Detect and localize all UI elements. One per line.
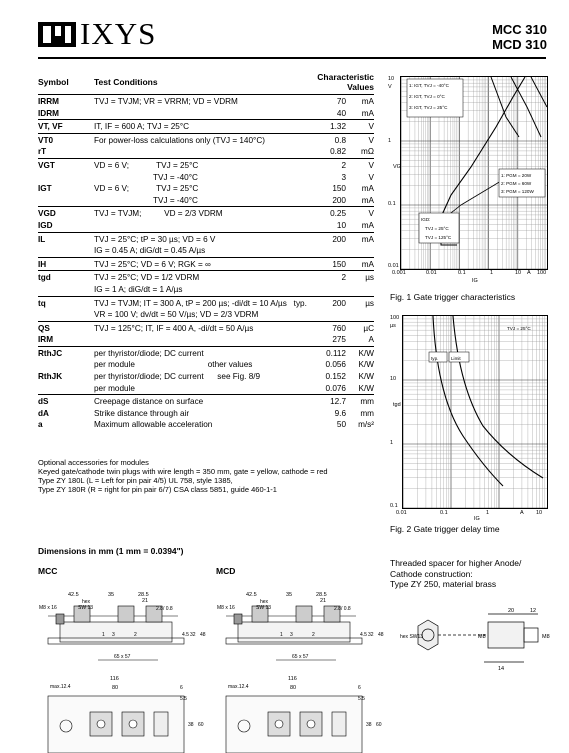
table-row bbox=[38, 371, 374, 383]
fig2-plot bbox=[403, 316, 547, 508]
table-row bbox=[38, 158, 374, 171]
table-row bbox=[38, 183, 374, 195]
mcd-bottom-dim: 80 bbox=[290, 685, 297, 691]
mcd-screw: M8 x 16 bbox=[217, 605, 235, 611]
row-condition: per thyristor/diode; DC current bbox=[94, 346, 316, 359]
mcd-bottom-dim: 60 bbox=[376, 722, 382, 728]
spacer-dim: M8 bbox=[478, 634, 486, 640]
row-symbol: IRRM bbox=[38, 95, 94, 108]
row-unit bbox=[346, 284, 374, 296]
row-value: 0.076 bbox=[325, 383, 346, 393]
mcc-bottom-dim: 5.5 bbox=[180, 696, 187, 702]
row-unit: µs bbox=[346, 296, 374, 309]
mcc-bottom-dim: max.12.4 bbox=[50, 684, 71, 690]
row-symbol: tq bbox=[38, 296, 94, 309]
fig2-ytick: 10 bbox=[390, 376, 397, 382]
mcc-width: 65 x 57 bbox=[114, 654, 131, 660]
spacer-dim: 12 bbox=[530, 608, 537, 614]
characteristics-table bbox=[38, 72, 374, 431]
row-condition: TVJ = -40°C bbox=[94, 172, 198, 182]
fig1-caption: Fig. 1 Gate trigger characteristics bbox=[390, 292, 516, 302]
row-value: 0.112 bbox=[316, 346, 346, 359]
mcd-hex: hex bbox=[260, 599, 269, 605]
row-value: 200 bbox=[316, 232, 346, 245]
row-value: 40 bbox=[336, 108, 346, 118]
row-unit: mm bbox=[346, 395, 374, 408]
mcd-bottom-dim: max.12.4 bbox=[228, 684, 249, 690]
note-line: Type ZY 180R (R = right for pin pair 6/7) CSA class 5851, guide 460-1-1 bbox=[38, 485, 277, 494]
fig1-legend-text: 1: IGT, TVJ = -40°C bbox=[409, 83, 449, 88]
row-symbol: VT, VF bbox=[38, 120, 94, 134]
fig1-legend-text: 3: PGM = 120W bbox=[501, 189, 534, 194]
fig2-curve-limit bbox=[453, 316, 543, 478]
fig1-legend-text: TVJ = 25°C bbox=[425, 226, 449, 231]
fig1-yunit: V bbox=[388, 84, 392, 90]
row-unit: µC bbox=[346, 321, 374, 334]
row-unit: mA bbox=[346, 95, 374, 108]
table-row bbox=[38, 334, 374, 346]
row-symbol: VGT bbox=[38, 158, 94, 171]
mcc-drawing bbox=[38, 576, 208, 753]
mcd-num: 3 bbox=[290, 632, 293, 638]
row-value: 200 bbox=[332, 195, 346, 205]
table-row bbox=[38, 284, 374, 296]
fig1-xunit: A bbox=[527, 270, 531, 276]
row-symbol: VT0 bbox=[38, 133, 94, 146]
row-symbol: IGT bbox=[38, 184, 52, 194]
fig1-xtick: 100 bbox=[537, 270, 547, 276]
table-row bbox=[38, 257, 374, 271]
fig1-legend-text: 3: IGT, TVJ = 25°C bbox=[409, 105, 448, 110]
row-unit: m/s² bbox=[358, 420, 374, 430]
fig1-ylabel: VG bbox=[393, 164, 401, 170]
row-condition: IG = 1 A; diG/dt = 1 A/µs bbox=[94, 284, 183, 294]
mcd-side-view bbox=[226, 606, 362, 660]
fig2-xtick: 10 bbox=[536, 510, 543, 516]
header-rule bbox=[38, 57, 546, 59]
mcc-bottom-dim: 38 bbox=[188, 722, 194, 728]
mcc-dim: 21 bbox=[142, 598, 149, 604]
row-symbol: VGD bbox=[38, 207, 94, 220]
row-value: 2 bbox=[316, 271, 346, 284]
fig1-ytick: 0.1 bbox=[388, 201, 396, 207]
mcc-bottom-dim: 80 bbox=[112, 685, 119, 691]
row-condition: VD = 6 V; TVJ = 25°C bbox=[94, 158, 316, 171]
row-value: 10 bbox=[336, 220, 346, 230]
mcc-screw: M8 x 16 bbox=[39, 605, 57, 611]
spacer-dim: M8 bbox=[542, 634, 550, 640]
table-row bbox=[38, 296, 374, 309]
mcc-bottom-dim: 60 bbox=[198, 722, 204, 728]
row-symbol: IL bbox=[38, 232, 94, 245]
row-symbol: dS bbox=[38, 395, 94, 408]
fig1-plot bbox=[401, 77, 547, 269]
fig1-ytick: 0.01 bbox=[388, 263, 399, 269]
fig1-xtick: 1 bbox=[490, 270, 494, 276]
row-unit: mΩ bbox=[361, 147, 374, 157]
row-unit: V bbox=[346, 207, 374, 220]
row-value: 1.32 bbox=[316, 120, 346, 134]
row-condition: For power-loss calculations only (TVJ = 140°C) bbox=[94, 133, 316, 146]
row-unit: mA bbox=[361, 108, 374, 118]
note-line: Keyed gate/cathode twin plugs with wire length = 350 mm, gate = yellow, cathode = red bbox=[38, 467, 328, 476]
fig2-yunit: µs bbox=[390, 323, 396, 329]
part-numbers bbox=[492, 22, 547, 52]
row-condition bbox=[94, 108, 316, 120]
fig1-chart bbox=[400, 76, 548, 270]
row-condition: Creepage distance on surface bbox=[94, 395, 316, 408]
fig2-label-limit: Limit bbox=[451, 356, 461, 361]
row-unit: µs bbox=[346, 271, 374, 284]
col-conditions: Test Conditions bbox=[94, 72, 316, 95]
part-number-1: MCC 310 bbox=[492, 22, 547, 37]
row-condition: TVJ = -40°C bbox=[94, 195, 198, 205]
fig1-legend-text: 2: IGT, TVJ = 0°C bbox=[409, 94, 445, 99]
row-value: 2 bbox=[316, 158, 346, 171]
row-symbol bbox=[38, 359, 94, 371]
row-unit: mA bbox=[346, 232, 374, 245]
row-condition: TVJ = 25°C; VD = 1/2 VDRM bbox=[94, 271, 316, 284]
fig1-xlabel: IG bbox=[472, 278, 478, 284]
row-value: 70 bbox=[316, 95, 346, 108]
mcd-dim: 42.5 bbox=[246, 592, 257, 598]
note-line: Optional accessories for modules bbox=[38, 458, 149, 467]
fig1-ytick: 1 bbox=[388, 138, 392, 144]
row-condition: Strike distance through air bbox=[94, 408, 190, 418]
row-symbol: RthJK bbox=[38, 372, 63, 382]
fig2-ytick: 0.1 bbox=[390, 503, 398, 509]
row-symbol bbox=[38, 172, 94, 184]
accessories-notes bbox=[38, 458, 328, 494]
table-row bbox=[38, 108, 374, 120]
table-row bbox=[38, 309, 374, 321]
row-condition: per module other values bbox=[94, 360, 253, 370]
mcd-vert: 48 bbox=[378, 632, 384, 638]
row-unit: K/W bbox=[358, 383, 374, 393]
row-unit: V bbox=[368, 172, 374, 182]
fig1-legend-text: 1: PGM = 20W bbox=[501, 173, 532, 178]
mcc-side-view bbox=[48, 606, 184, 660]
spacer-dim: 20 bbox=[508, 608, 515, 614]
fig1-legend-text: TVJ = 125°C bbox=[425, 235, 452, 240]
row-symbol: IH bbox=[38, 257, 94, 271]
fig1-xtick: 0.1 bbox=[458, 270, 466, 276]
mcd-width: 65 x 57 bbox=[292, 654, 309, 660]
row-symbol bbox=[38, 284, 94, 296]
table-row bbox=[38, 271, 374, 284]
table-row bbox=[38, 207, 374, 220]
row-condition: TVJ = 25°C; VD = 6 V; RGK = ∞ bbox=[94, 257, 316, 271]
table-row bbox=[38, 120, 374, 134]
row-value: 0.8 bbox=[316, 133, 346, 146]
mcc-top-view bbox=[48, 696, 184, 753]
logo-mark-icon bbox=[38, 20, 78, 48]
mcd-dim: 21 bbox=[320, 598, 327, 604]
row-value: 12.7 bbox=[316, 395, 346, 408]
mcc-bottom-dim: 116 bbox=[110, 676, 119, 682]
table-row bbox=[38, 359, 374, 371]
mcc-vert: 32 bbox=[190, 632, 196, 638]
table-row bbox=[38, 133, 374, 146]
mcc-hex: hex bbox=[82, 599, 91, 605]
table-row bbox=[38, 245, 374, 257]
col-values: Characteristic Values bbox=[316, 72, 374, 95]
fig2-xtick: 0.01 bbox=[396, 510, 407, 516]
table-row bbox=[38, 383, 374, 395]
row-value: 200 bbox=[316, 296, 346, 309]
row-symbol bbox=[38, 195, 94, 207]
fig2-xlabel: IG bbox=[474, 516, 480, 522]
fig1-xtick: 0.01 bbox=[426, 270, 437, 276]
fig2-ytick: 1 bbox=[390, 440, 394, 446]
mcd-label: MCD bbox=[216, 566, 236, 576]
row-value: 0.25 bbox=[316, 207, 346, 220]
row-unit: V bbox=[346, 120, 374, 134]
table-row bbox=[38, 195, 374, 207]
row-symbol: tgd bbox=[38, 271, 94, 284]
fig1-xtick: 0.001 bbox=[392, 270, 406, 276]
row-condition: TVJ = 25°C; tP = 30 µs; VD = 6 V bbox=[94, 232, 316, 245]
mcc-sw: SW 13 bbox=[78, 605, 94, 611]
mcc-label: MCC bbox=[38, 566, 58, 576]
spacer-description bbox=[390, 558, 521, 590]
row-value bbox=[316, 309, 346, 321]
row-condition bbox=[94, 220, 316, 232]
row-value: 150 bbox=[316, 257, 346, 271]
row-value bbox=[316, 245, 346, 257]
row-unit: mm bbox=[360, 408, 374, 418]
mcc-pin: 2.8/ 0.8 bbox=[156, 606, 173, 612]
row-unit: mA bbox=[361, 184, 374, 194]
table-body bbox=[38, 95, 374, 432]
row-value: 3 bbox=[341, 172, 346, 182]
mcc-bottom-dim: 6 bbox=[180, 685, 183, 691]
table-row bbox=[38, 146, 374, 158]
row-symbol: QS bbox=[38, 321, 94, 334]
part-number-2: MCD 310 bbox=[492, 37, 547, 52]
mcc-vert: 4.5 bbox=[182, 632, 189, 638]
mcc-dim: 28.5 bbox=[138, 592, 149, 598]
row-value: 0.056 bbox=[325, 360, 346, 370]
row-value bbox=[316, 284, 346, 296]
ixys-logo bbox=[38, 16, 157, 51]
logo-text: IXYS bbox=[80, 16, 157, 51]
row-value: 150 bbox=[332, 184, 346, 194]
table-row bbox=[38, 321, 374, 334]
col-symbol: Symbol bbox=[38, 72, 94, 95]
table-row bbox=[38, 220, 374, 232]
row-condition: per module bbox=[94, 383, 135, 393]
row-symbol: IGD bbox=[38, 220, 53, 230]
row-unit: V bbox=[346, 158, 374, 171]
mcd-bottom-dim: 38 bbox=[366, 722, 372, 728]
row-symbol bbox=[38, 245, 94, 257]
mcc-num: 3 bbox=[112, 632, 115, 638]
row-unit bbox=[346, 309, 374, 321]
row-value: 0.152 bbox=[325, 372, 346, 382]
fig2-chart bbox=[402, 315, 548, 509]
table-row bbox=[38, 419, 374, 431]
mcd-bottom-dim: 5.5 bbox=[358, 696, 365, 702]
table-row bbox=[38, 395, 374, 408]
mcc-num: 2 bbox=[134, 632, 137, 638]
row-condition: VD = 6 V; TVJ = 25°C bbox=[94, 184, 199, 194]
row-condition: IT, IF = 600 A; TVJ = 25°C bbox=[94, 120, 316, 134]
row-unit: K/W bbox=[358, 372, 374, 382]
row-condition: TVJ = TVJM; VR = VRRM; VD = VDRM bbox=[94, 95, 316, 108]
row-unit: K/W bbox=[358, 360, 374, 370]
note-line: Type ZY 180L (L = Left for pin pair 4/5) UL 758, style 1385, bbox=[38, 476, 233, 485]
fig2-ylabel: tgd bbox=[393, 402, 401, 408]
table-row bbox=[38, 346, 374, 359]
mcd-num: 1 bbox=[280, 632, 283, 638]
row-condition: VR = 100 V; dv/dt = 50 V/µs; VD = 2/3 VDRM bbox=[94, 310, 259, 320]
fig1-curve bbox=[511, 77, 541, 137]
row-unit: K/W bbox=[346, 346, 374, 359]
row-value: 275 bbox=[332, 335, 346, 345]
row-unit: mA bbox=[361, 220, 374, 230]
row-unit: V bbox=[346, 133, 374, 146]
fig2-xunit: A bbox=[520, 510, 524, 516]
row-symbol: dA bbox=[38, 408, 49, 418]
mcd-bottom-dim: 116 bbox=[288, 676, 297, 682]
row-value: 50 bbox=[336, 420, 346, 430]
row-value: 0.82 bbox=[330, 147, 346, 157]
fig2-label-typ: typ. bbox=[431, 356, 439, 361]
spacer-line: Cathode construction: bbox=[390, 568, 473, 579]
row-value: 760 bbox=[316, 321, 346, 334]
dimensions-title: Dimensions in mm (1 mm = 0.0394") bbox=[38, 546, 184, 556]
mcc-vert: 48 bbox=[200, 632, 206, 638]
mcd-bottom-dim: 6 bbox=[358, 685, 361, 691]
row-unit: mA bbox=[346, 257, 374, 271]
row-condition: TVJ = TVJM; IT = 300 A, tP = 200 µs; -di/dt = 10 A/µs typ. bbox=[94, 296, 316, 309]
spacer-drawing bbox=[398, 604, 558, 674]
row-condition: TVJ = TVJM; VD = 2/3 VDRM bbox=[94, 207, 316, 220]
table-row bbox=[38, 95, 374, 108]
fig2-label-temp: TVJ = 25°C bbox=[507, 326, 531, 331]
table-row bbox=[38, 408, 374, 420]
mcd-dim: 35 bbox=[286, 592, 293, 598]
table-row bbox=[38, 172, 374, 184]
spacer-dim: hex SW13 bbox=[400, 634, 424, 640]
row-condition: TVJ = 125°C; IT, IF = 400 A, -di/dt = 50 A/µs bbox=[94, 321, 316, 334]
row-condition bbox=[94, 334, 316, 346]
row-condition: IG = 0.45 A; diG/dt = 0.45 A/µs bbox=[94, 246, 206, 256]
mcd-drawing bbox=[216, 576, 386, 753]
spacer-line: Threaded spacer for higher Anode/ bbox=[390, 558, 522, 568]
row-symbol bbox=[38, 383, 94, 395]
mcd-vert: 32 bbox=[368, 632, 374, 638]
row-unit bbox=[346, 245, 374, 257]
row-unit: mA bbox=[361, 195, 374, 205]
row-symbol: IDRM bbox=[38, 108, 59, 118]
fig1-legend-text: 2: PGM = 60W bbox=[501, 181, 532, 186]
mcc-num: 1 bbox=[102, 632, 105, 638]
fig2-xtick: 1 bbox=[486, 510, 490, 516]
mcd-dim: 28.5 bbox=[316, 592, 327, 598]
row-condition: Maximum allowable acceleration bbox=[94, 420, 213, 430]
fig1-xtick: 10 bbox=[515, 270, 522, 276]
row-symbol: rT bbox=[38, 147, 47, 157]
table-row bbox=[38, 232, 374, 245]
row-symbol: a bbox=[38, 420, 43, 430]
spacer-line: Type ZY 250, material brass bbox=[390, 579, 497, 589]
mcd-top-view bbox=[226, 696, 362, 753]
mcd-sw: SW 13 bbox=[256, 605, 272, 611]
row-value: 9.6 bbox=[334, 408, 346, 418]
spacer-dim: 14 bbox=[498, 666, 505, 672]
fig1-legend-text: IGD: bbox=[421, 217, 431, 222]
mcd-vert: 4.5 bbox=[360, 632, 367, 638]
mcc-dim: 42.5 bbox=[68, 592, 79, 598]
row-symbol: IRM bbox=[38, 335, 54, 345]
fig2-caption: Fig. 2 Gate trigger delay time bbox=[390, 524, 500, 534]
mcc-dim: 35 bbox=[108, 592, 115, 598]
fig1-ytick: 10 bbox=[388, 76, 395, 82]
row-condition bbox=[94, 146, 316, 158]
row-symbol: RthJC bbox=[38, 346, 94, 359]
mcd-num: 2 bbox=[312, 632, 315, 638]
mcd-pin: 2.8/ 0.8 bbox=[334, 606, 351, 612]
row-symbol bbox=[38, 309, 94, 321]
row-unit: A bbox=[368, 335, 374, 345]
row-condition: per thyristor/diode; DC current see Fig. 8/9 bbox=[94, 372, 261, 382]
fig2-xtick: 0.1 bbox=[440, 510, 448, 516]
fig2-ytick: 100 bbox=[390, 315, 400, 321]
